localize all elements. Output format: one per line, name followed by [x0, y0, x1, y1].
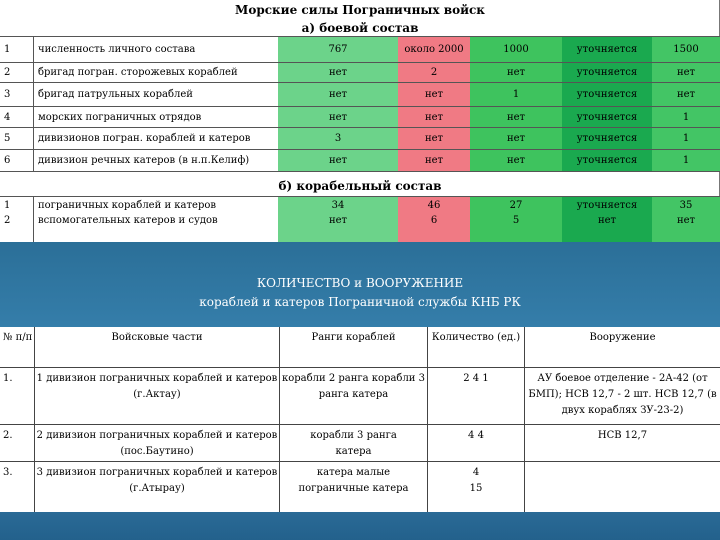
ranks-cell: катера малые пограничные катера — [279, 462, 427, 512]
value-cell: уточняется — [562, 63, 652, 82]
header-qty: Количество (ед.) — [427, 327, 524, 367]
value-cell: 2 — [398, 63, 470, 82]
value-cell: около 2000 — [398, 37, 470, 62]
value-cell: уточняется — [562, 83, 652, 106]
value-cell: уточняется — [562, 150, 652, 171]
table-row — [0, 196, 720, 213]
value-cell: уточняется — [562, 37, 652, 62]
row-number: 4 — [0, 107, 34, 127]
value-cell: 27 — [470, 197, 562, 213]
value-cell: 35 — [652, 197, 720, 213]
value-cell: нет — [398, 83, 470, 106]
title-line-1: КОЛИЧЕСТВО и ВООРУЖЕНИЕ — [256, 276, 464, 290]
value-cell: 767 — [278, 37, 398, 62]
row-label: вспомогательных катеров и судов — [38, 215, 218, 226]
row-number: 2. — [3, 430, 13, 441]
row-label: численность личного состава — [38, 44, 196, 55]
value-cell: 1 — [652, 128, 720, 149]
qty-cell: 4 15 — [427, 462, 524, 512]
row-number: 1 — [0, 197, 34, 213]
header-arms: Вооружение — [524, 327, 720, 367]
value-cell: 1 — [652, 150, 720, 171]
ranks-cell: корабли 3 ранга катера — [279, 425, 427, 461]
table-row — [0, 106, 720, 127]
arms-cell: АУ боевое отделение - 2А-42 (от БМП); НСВ 12,7 - 2 шт. НСВ 12,7 (в двух кораблях ЗУ-23-2) — [524, 368, 720, 424]
value-cell: 1 — [470, 83, 562, 106]
table-row — [0, 149, 720, 171]
row-number: 2 — [0, 63, 34, 82]
table-title: Морские силы Пограничных войск — [235, 3, 485, 17]
ranks-cell: корабли 2 ранга корабли 3 ранга катера — [279, 368, 427, 424]
row-label: дивизионов погран. кораблей и катеров — [38, 133, 251, 144]
table-row — [0, 82, 720, 106]
value-cell: нет — [652, 213, 720, 242]
header-ranks: Ранги кораблей — [279, 327, 427, 367]
bottom-strip — [0, 512, 720, 540]
header-num: № п/п — [3, 332, 33, 343]
ships-armament-table — [0, 327, 720, 512]
value-cell: 1500 — [652, 37, 720, 62]
row-number: 1 — [0, 37, 34, 62]
value-cell: нет — [398, 107, 470, 127]
value-cell: 6 — [398, 213, 470, 242]
value-cell: нет — [398, 128, 470, 149]
value-cell: нет — [398, 150, 470, 171]
section-a-title: а) боевой состав — [301, 21, 419, 35]
value-cell: нет — [278, 150, 398, 171]
value-cell: уточняется — [562, 128, 652, 149]
table-row — [0, 213, 720, 242]
row-number: 2 — [0, 213, 34, 242]
value-cell: нет — [652, 83, 720, 106]
value-cell: нет — [278, 83, 398, 106]
table-row — [0, 461, 720, 512]
row-label: бригад погран. сторожевых кораблей — [38, 67, 238, 78]
value-cell: нет — [470, 107, 562, 127]
unit-cell: 3 дивизион пограничных кораблей и катеров (г.Атырау) — [34, 462, 279, 512]
value-cell: нет — [562, 213, 652, 242]
section-b-title: б) корабельный состав — [278, 179, 442, 193]
arms-cell: НСВ 12,7 — [524, 425, 720, 461]
row-label: морских пограничных отрядов — [38, 111, 202, 123]
header-unit: Войсковые части — [34, 327, 279, 367]
row-number: 6 — [0, 150, 34, 171]
table-row — [0, 127, 720, 149]
unit-cell: 1 дивизион пограничных кораблей и катеров (г.Актау) — [34, 368, 279, 424]
qty-cell: 2 4 1 — [427, 368, 524, 424]
table-row — [0, 36, 720, 62]
value-cell: 5 — [470, 213, 562, 242]
row-label: пограничных кораблей и катеров — [38, 199, 216, 211]
table-row — [0, 424, 720, 461]
arms-cell — [524, 462, 720, 512]
row-number: 3. — [3, 467, 13, 478]
value-cell: нет — [470, 128, 562, 149]
row-label: дивизион речных катеров (в н.п.Келиф) — [38, 155, 250, 166]
qty-cell: 4 4 — [427, 425, 524, 461]
border-forces-table — [0, 0, 720, 242]
unit-cell: 2 дивизион пограничных кораблей и катеров (пос.Баутино) — [34, 425, 279, 461]
value-cell: нет — [278, 213, 398, 242]
value-cell: уточняется — [562, 197, 652, 213]
table-row — [0, 62, 720, 82]
value-cell: 1 — [652, 107, 720, 127]
row-number: 5 — [0, 128, 34, 149]
value-cell: нет — [470, 63, 562, 82]
value-cell: уточняется — [562, 107, 652, 127]
value-cell: 3 — [278, 128, 398, 149]
value-cell: нет — [470, 150, 562, 171]
value-cell: 1000 — [470, 37, 562, 62]
value-cell: 46 — [398, 197, 470, 213]
table-row — [0, 367, 720, 424]
table-header-row — [0, 327, 720, 367]
value-cell: 34 — [278, 197, 398, 213]
row-number: 1. — [3, 373, 13, 384]
value-cell: нет — [278, 63, 398, 82]
row-number: 3 — [0, 83, 34, 106]
value-cell: нет — [278, 107, 398, 127]
row-label: бригад патрульных кораблей — [38, 89, 193, 100]
value-cell: нет — [652, 63, 720, 82]
title-line-2: кораблей и катеров Пограничной службы КНБ РК — [199, 295, 521, 309]
blue-panel-title — [0, 274, 720, 312]
